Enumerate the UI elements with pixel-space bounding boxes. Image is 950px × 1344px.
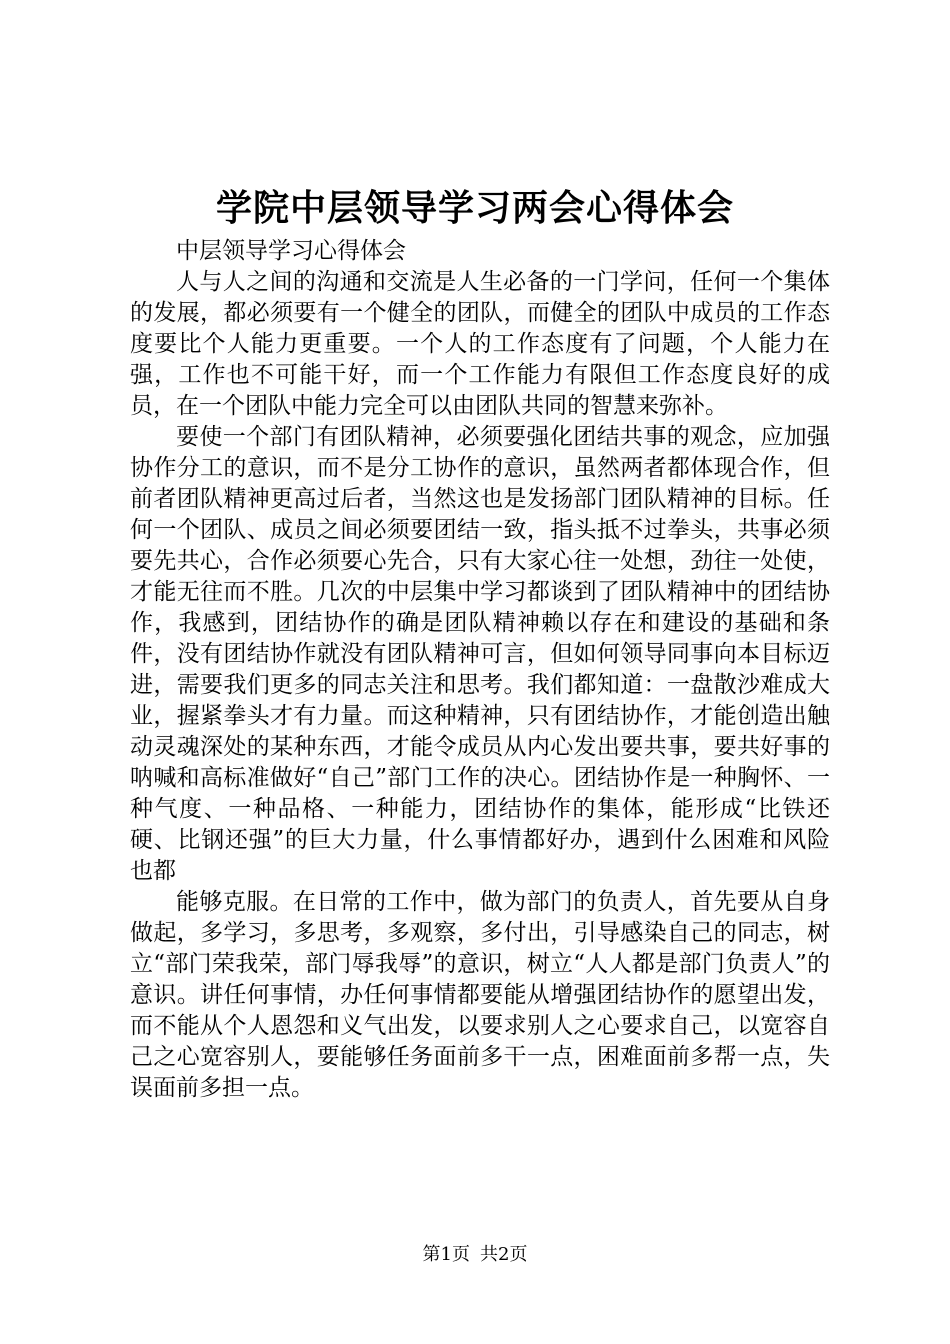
paragraph-3: 能够克服。在日常的工作中，做为部门的负责人，首先要从自身做起，多学习，多思考，多观察，多付出，引导感染自己的同志，树立“部门荣我荣，部门辱我辱”的意识，树立“人人都是部门负责人”的意识。讲任何事情，办任何事情都要能从增强团结协作的愿望出发，而不能从个人恩怨和义气出发，以要求别人之心要求自己，以宽容自己之心宽容别人，要能够任务面前多干一点，困难面前多帮一点，失误面前多担一点。 [130,889,830,1101]
page-total: 共2页 [480,1244,528,1265]
paragraph-1: 人与人之间的沟通和交流是人生必备的一门学问，任何一个集体的发展，都必须要有一个健全的团队，而健全的团队中成员的工作态度要比个人能力更重要。一个人的工作态度有了问题，个人能力在强，工作也不可能干好，而一个工作能力有限但工作态度良好的成员，在一个团队中能力完全可以由团队共同的智慧来弥补。 [130,269,830,419]
paragraph-subtitle: 中层领导学习心得体会 [176,238,406,264]
paragraph-2: 要使一个部门有团队精神，必须要强化团结共事的观念，应加强协作分工的意识，而不是分工协作的意识，虽然两者都体现合作，但前者团队精神更高过后者，当然这也是发扬部门团队精神的目标。任何一个团队、成员之间必须要团结一致，指头抵不过拳头，共事必须要先共心，合作必须要心先合，只有大家心往一处想，劲往一处使，才能无往而不胜。几次的中层集中学习都谈到了团队精神中的团结协作，我感到，团结协作的确是团队精神赖以存在和建设的基础和条件，没有团结协作就没有团队精神可言，但如何领导同事向本目标迈进，需要我们更多的同志关注和思考。我们都知道：一盘散沙难成大业，握紧拳头才有力量。而这种精神，只有团结协作，才能创造出触动灵魂深处的某种东西，才能令成员从内心发出要共事，要共好事的呐喊和高标准做好“自己”部门工作的决心。团结协作是一种胸怀、一种气度、一种品格、一种能力，团结协作的集体，能形成“比铁还硬、比钢还强”的巨大力量，什么事情都好办，遇到什么困难和风险也都 [130,424,830,884]
document-title: 学院中层领导学习两会心得体会 [215,187,734,229]
page-number: 第1页 [422,1244,470,1265]
document-body [130,236,830,1104]
page-footer [0,1243,950,1267]
